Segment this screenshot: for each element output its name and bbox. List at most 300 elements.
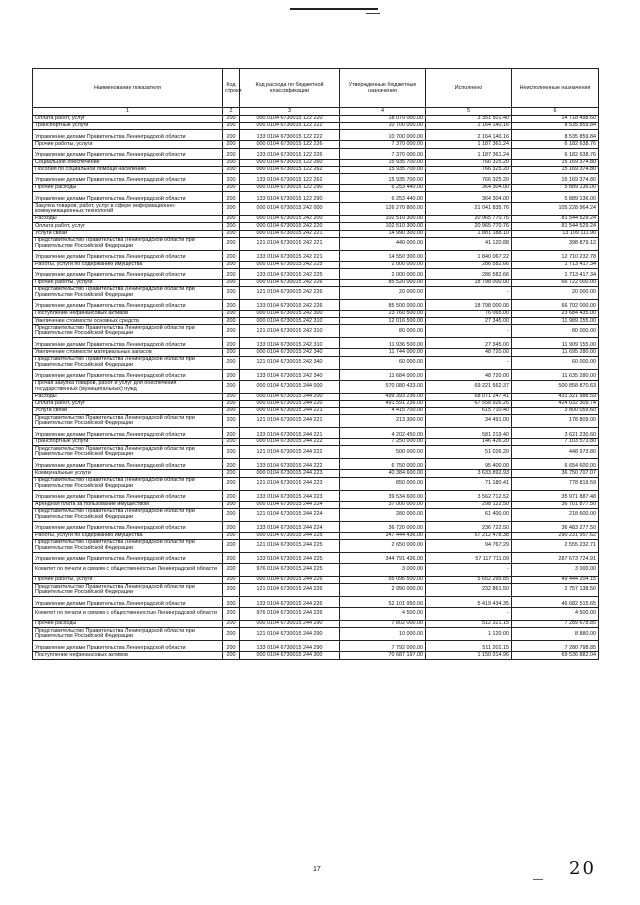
row-name: Прочие работы, услуги: [33, 279, 223, 286]
table-row: [33, 408, 599, 415]
row-done: 1 150 314.96: [426, 652, 512, 659]
row-name: Арендная плата за пользование имуществом: [33, 501, 223, 508]
row-budget-code: 000 0104 6730015 122 220: [240, 116, 340, 123]
row-left: 105 228 964.24: [512, 203, 599, 216]
row-budget-code: 133 0104 6730015 244 224: [240, 521, 340, 532]
row-name: Управление делами Правительства Ленинградской области: [33, 338, 223, 349]
row-done: -: [426, 356, 512, 369]
sheet-number: 20: [569, 858, 596, 879]
row-name: Прочие расходы: [33, 184, 223, 191]
row-done: 615 710.40: [426, 408, 512, 415]
row-name: Управление делами Правительства Ленинградской области: [33, 459, 223, 470]
row-left: 81 544 529.24: [512, 223, 599, 230]
table-row: [33, 261, 599, 268]
row-done: 3 633 892.93: [426, 470, 512, 477]
table-header-row: [33, 69, 599, 108]
row-approved: 213 300.00: [340, 415, 426, 428]
table-row: [33, 325, 599, 338]
table-row: [33, 415, 599, 428]
row-budget-code: 121 0104 6730015 244 223: [240, 477, 340, 490]
row-name: Транспортные услуги: [33, 123, 223, 130]
row-approved: 10 000.00: [340, 628, 426, 641]
row-line-code: 200: [223, 223, 240, 230]
row-approved: 280 000.00: [340, 508, 426, 521]
table-row: [33, 203, 599, 216]
row-name: Расходы: [33, 216, 223, 223]
row-done: 41 120.88: [426, 237, 512, 250]
row-left: 12 710 232.78: [512, 250, 599, 261]
row-name: Оплата работ, услуг: [33, 400, 223, 407]
colnum: 2: [223, 108, 240, 116]
header-line-code: Код строки: [223, 69, 240, 108]
row-budget-code: 000 0104 6730015 242 000: [240, 203, 340, 216]
row-budget-code: 000 0104 6730015 244 224: [240, 501, 340, 508]
table-row: [33, 173, 599, 184]
row-done: 1 881 188.10: [426, 230, 512, 237]
row-name: Поступление нефинансовых активов: [33, 652, 223, 659]
row-done: 1 840 067.22: [426, 250, 512, 261]
row-name: Работы, услуги по содержанию имущества: [33, 532, 223, 539]
row-budget-code: 000 0104 6730015 242 220: [240, 223, 340, 230]
row-budget-code: 000 0104 6730015 242 200: [240, 216, 340, 223]
row-line-code: 200: [223, 380, 240, 393]
row-budget-code: 000 0104 6730015 244 222: [240, 439, 340, 446]
row-done: 2 164 140.16: [426, 130, 512, 141]
row-name: Представительство Правительства Ленинградской области при Правительстве Российской Федерации: [33, 237, 223, 250]
row-line-code: 200: [223, 532, 240, 539]
table-row: [33, 628, 599, 641]
row-left: 218 600.00: [512, 508, 599, 521]
row-line-code: 200: [223, 621, 240, 628]
row-line-code: 200: [223, 141, 240, 148]
row-name: Представительство Правительства Ленинградской области при Правительстве Российской Федерации: [33, 325, 223, 338]
row-done: -: [426, 287, 512, 300]
row-done: 94 767.29: [426, 539, 512, 552]
header-budget-code: Код расхода по бюджетной классификации: [240, 69, 340, 108]
colnum: 4: [340, 108, 426, 116]
row-name: Поступление нефинансовых активов: [33, 311, 223, 318]
row-budget-code: 133 0104 6730015 242 221: [240, 250, 340, 261]
row-name: Услуги связи: [33, 408, 223, 415]
row-line-code: 200: [223, 641, 240, 652]
row-done: 20 965 770.76: [426, 223, 512, 230]
row-line-code: 200: [223, 369, 240, 380]
table-row: [33, 184, 599, 191]
row-name: Коммунальные услуги: [33, 470, 223, 477]
row-done: 48 720.00: [426, 349, 512, 356]
row-approved: 570 080 433.00: [340, 380, 426, 393]
row-done: 364 304.00: [426, 192, 512, 203]
row-line-code: 200: [223, 439, 240, 446]
row-line-code: 200: [223, 652, 240, 659]
row-left: 13 109 111.90: [512, 230, 599, 237]
row-left: 15 169 374.80: [512, 166, 599, 173]
row-name: Управление делами Правительства Ленинградской области: [33, 250, 223, 261]
row-done: 95 400.00: [426, 459, 512, 470]
row-approved: 7 250 000.00: [340, 439, 426, 446]
top-rule-tick: [366, 13, 380, 14]
row-left: 7 103 573.80: [512, 439, 599, 446]
row-done: 69 221 562.37: [426, 380, 512, 393]
row-name: Оплата работ, услуг: [33, 223, 223, 230]
row-left: 11 695 280.00: [512, 349, 599, 356]
row-approved: 344 791 436.00: [340, 552, 426, 563]
row-name: Управление делами Правительства Ленинградской области: [33, 130, 223, 141]
column-number-row: [33, 108, 599, 116]
row-done: 21 041 835.76: [426, 203, 512, 216]
table-row: [33, 459, 599, 470]
table-row: [33, 338, 599, 349]
row-approved: 18 070 000.00: [340, 116, 426, 123]
row-budget-code: 000 0104 6730015 244 300: [240, 652, 340, 659]
row-line-code: 200: [223, 325, 240, 338]
row-left: 11 635 280.00: [512, 369, 599, 380]
row-left: 6 182 638.76: [512, 141, 599, 148]
row-budget-code: 133 0104 6730015 244 226: [240, 597, 340, 608]
row-budget-code: 133 0104 6730015 122 290: [240, 192, 340, 203]
row-name: Управление делами Правительства Ленинградской области: [33, 173, 223, 184]
row-approved: 11 936 500.00: [340, 338, 426, 349]
row-line-code: 200: [223, 400, 240, 407]
row-name: Управление делами Правительства Ленинградской области: [33, 641, 223, 652]
row-line-code: 200: [223, 279, 240, 286]
row-done: 48 720.00: [426, 369, 512, 380]
table-row: [33, 597, 599, 608]
row-approved: 70 687 197.00: [340, 652, 426, 659]
budget-report-table: [32, 68, 599, 660]
table-row: [33, 237, 599, 250]
row-name: Представительство Правительства Ленинградской области при Правительстве Российской Федерации: [33, 628, 223, 641]
row-left: 36 483 277.50: [512, 521, 599, 532]
row-left: 80 000.00: [512, 325, 599, 338]
row-done: 3 562 712.52: [426, 490, 512, 501]
table-row: [33, 130, 599, 141]
row-approved: 23 760 500.00: [340, 311, 426, 318]
row-name: Увеличение стоимости основных средств: [33, 318, 223, 325]
row-approved: 7 792 000.00: [340, 641, 426, 652]
row-budget-code: 133 0104 6730015 244 221: [240, 428, 340, 439]
row-budget-code: 000 0104 6730015 244 223: [240, 470, 340, 477]
row-done: 512 321.15: [426, 621, 512, 628]
row-left: 3 800 059.60: [512, 408, 599, 415]
table-row: [33, 477, 599, 490]
row-budget-code: 000 0104 6730015 244 000: [240, 380, 340, 393]
row-left: 4 500.00: [512, 608, 599, 621]
row-approved: 15 935 700.00: [340, 159, 426, 166]
row-approved: 7 370 000.00: [340, 148, 426, 159]
row-budget-code: 133 0104 6730015 244 225: [240, 552, 340, 563]
row-done: 51 026.20: [426, 446, 512, 459]
row-approved: 20 000.00: [340, 287, 426, 300]
row-left: 448 973.80: [512, 446, 599, 459]
row-approved: 15 935 700.00: [340, 173, 426, 184]
colnum: 1: [33, 108, 223, 116]
table-row: [33, 318, 599, 325]
row-approved: 55 096 500.00: [340, 576, 426, 583]
table-row: [33, 446, 599, 459]
row-name: Управление делами Правительства Ленинградской области: [33, 521, 223, 532]
row-line-code: 200: [223, 311, 240, 318]
footer-dash: —: [533, 874, 543, 885]
colnum: 3: [240, 108, 340, 116]
row-approved: 14 550 300.00: [340, 250, 426, 261]
row-left: 15 169 374.80: [512, 173, 599, 184]
row-left: 6 654 600.00: [512, 459, 599, 470]
row-approved: 4 500.00: [340, 608, 426, 621]
row-budget-code: 000 0104 6730015 244 225: [240, 532, 340, 539]
row-name: Комитет по печати и связям с общественностью Ленинградской области: [33, 608, 223, 621]
row-name: Представительство Правительства Ленинградской области при Правительстве Российской Федерации: [33, 415, 223, 428]
row-name: Представительство Правительства Ленинградской области при Правительстве Российской Федерации: [33, 584, 223, 597]
row-name: Представительство Правительства Ленинградской области при Правительстве Российской Федерации: [33, 539, 223, 552]
row-done: 34 491.00: [426, 415, 512, 428]
row-left: 178 809.00: [512, 415, 599, 428]
colnum: 6: [512, 108, 599, 116]
row-done: 18 798 000.00: [426, 279, 512, 286]
row-approved: 52 101 950.00: [340, 597, 426, 608]
row-line-code: 200: [223, 300, 240, 311]
row-budget-code: 000 0104 6730015 244 220: [240, 400, 340, 407]
row-left: 424 032 309.74: [512, 400, 599, 407]
row-line-code: 200: [223, 268, 240, 279]
row-budget-code: 000 0104 6730015 122 290: [240, 184, 340, 191]
row-name: Прочие расходы: [33, 621, 223, 628]
row-left: 14 718 498.60: [512, 116, 599, 123]
row-approved: 60 000.00: [340, 356, 426, 369]
row-approved: 3 000.00: [340, 563, 426, 576]
row-approved: 6 253 440.00: [340, 192, 426, 203]
row-name: Расходы: [33, 393, 223, 400]
row-line-code: 200: [223, 250, 240, 261]
row-line-code: 200: [223, 173, 240, 184]
table-row: [33, 552, 599, 563]
row-name: Управление делами Правительства Ленинградской области: [33, 552, 223, 563]
row-line-code: 200: [223, 428, 240, 439]
row-approved: 2 650 000.00: [340, 539, 426, 552]
table-row: [33, 521, 599, 532]
row-done: 286 582.66: [426, 261, 512, 268]
row-line-code: 200: [223, 184, 240, 191]
row-done: 1 187 361.24: [426, 148, 512, 159]
row-budget-code: 000 0104 6730015 122 222: [240, 123, 340, 130]
row-budget-code: 121 0104 6730015 242 226: [240, 287, 340, 300]
row-budget-code: 976 0104 6730015 244 226: [240, 608, 340, 621]
table-row: [33, 141, 599, 148]
row-left: 3 000.00: [512, 563, 599, 576]
row-left: 60 000.00: [512, 356, 599, 369]
row-budget-code: 000 0104 6730015 244 290: [240, 621, 340, 628]
row-done: -: [426, 608, 512, 621]
colnum: 5: [426, 108, 512, 116]
row-approved: 440 000.00: [340, 237, 426, 250]
row-done: 766 325.20: [426, 173, 512, 184]
row-budget-code: 976 0104 6730015 244 225: [240, 563, 340, 576]
row-line-code: 200: [223, 123, 240, 130]
row-line-code: 200: [223, 501, 240, 508]
row-left: 66 702 000.00: [512, 300, 599, 311]
row-line-code: 200: [223, 415, 240, 428]
header-approved: Утвержденные бюджетные назначения: [340, 69, 426, 108]
row-line-code: 200: [223, 408, 240, 415]
row-left: 8 880.00: [512, 628, 599, 641]
row-approved: 36 720 000.00: [340, 521, 426, 532]
row-name: Представительство Правительства Ленинградской области при Правительстве Российской Федерации: [33, 356, 223, 369]
row-line-code: 200: [223, 576, 240, 583]
header-name: Наименование показателя: [33, 69, 223, 108]
row-budget-code: 133 0104 6730015 122 262: [240, 173, 340, 184]
row-line-code: 200: [223, 349, 240, 356]
row-name: Представительство Правительства Ленинградской области при Правительстве Российской Федерации: [33, 287, 223, 300]
row-approved: 126 270 800.00: [340, 203, 426, 216]
row-left: 398 879.12: [512, 237, 599, 250]
row-name: Управление делами Правительства Ленинградской области: [33, 300, 223, 311]
row-approved: 500 000.00: [340, 446, 426, 459]
row-name: Управление делами Правительства Ленинградской области: [33, 192, 223, 203]
row-name: Комитет по печати и связям с общественностью Ленинградской области: [33, 563, 223, 576]
row-budget-code: 121 0104 6730015 244 222: [240, 446, 340, 459]
row-name: Прочая закупка товаров, работ и услуг для обеспечения государственных (муниципальных) нужд: [33, 380, 223, 393]
row-approved: 10 700 000.00: [340, 123, 426, 130]
row-budget-code: 000 0104 6730015 244 226: [240, 576, 340, 583]
row-approved: 80 000.00: [340, 325, 426, 338]
table-row: [33, 652, 599, 659]
row-line-code: 200: [223, 563, 240, 576]
row-done: 298 122.50: [426, 501, 512, 508]
row-line-code: 200: [223, 470, 240, 477]
row-left: 287 673 724.91: [512, 552, 599, 563]
top-rule: [290, 8, 378, 10]
row-approved: 10 700 000.00: [340, 130, 426, 141]
row-left: 81 544 529.24: [512, 216, 599, 223]
row-name: Управление делами Правительства Ленинградской области: [33, 428, 223, 439]
row-done: 364 304.00: [426, 184, 512, 191]
row-done: 68 071 247.41: [426, 393, 512, 400]
table-row: [33, 166, 599, 173]
row-line-code: 200: [223, 230, 240, 237]
row-line-code: 200: [223, 459, 240, 470]
row-budget-code: 000 0104 6730015 122 262: [240, 166, 340, 173]
row-budget-code: 121 0104 6730015 244 225: [240, 539, 340, 552]
row-done: 581 219.40: [426, 428, 512, 439]
row-left: 11 989 155.00: [512, 318, 599, 325]
row-line-code: 200: [223, 261, 240, 268]
row-left: 36 750 707.07: [512, 470, 599, 477]
row-approved: 85 520 000.00: [340, 279, 426, 286]
row-left: 1 713 417.34: [512, 261, 599, 268]
row-done: 5 652 295.85: [426, 576, 512, 583]
row-approved: 491 591 236.00: [340, 400, 426, 407]
row-left: 2 555 232.71: [512, 539, 599, 552]
row-line-code: 200: [223, 237, 240, 250]
row-approved: 347 444 436.00: [340, 532, 426, 539]
table-row: [33, 439, 599, 446]
row-left: 431 321 988.59: [512, 393, 599, 400]
row-line-code: 200: [223, 130, 240, 141]
row-budget-code: 000 0104 6730015 242 225: [240, 261, 340, 268]
row-left: 69 536 882.04: [512, 652, 599, 659]
table-row: [33, 539, 599, 552]
page-number: 17: [313, 866, 321, 873]
row-line-code: 200: [223, 159, 240, 166]
row-done: 1 187 361.24: [426, 141, 512, 148]
row-budget-code: 000 0104 6730015 242 221: [240, 230, 340, 237]
table-row: [33, 369, 599, 380]
row-approved: 14 990 300.00: [340, 230, 426, 237]
row-budget-code: 121 0104 6730015 244 221: [240, 415, 340, 428]
row-line-code: 200: [223, 477, 240, 490]
row-budget-code: 133 0104 6730015 242 226: [240, 300, 340, 311]
row-name: Пособия по социальной помощи населению: [33, 166, 223, 173]
row-line-code: 200: [223, 318, 240, 325]
row-left: 8 535 859.84: [512, 123, 599, 130]
row-line-code: 200: [223, 203, 240, 216]
report-body: [33, 116, 599, 660]
header-done: Исполнено: [426, 69, 512, 108]
row-approved: 7 802 000.00: [340, 621, 426, 628]
row-left: 66 722 000.00: [512, 279, 599, 286]
row-line-code: 200: [223, 166, 240, 173]
row-name: Управление делами Правительства Ленинградской области: [33, 597, 223, 608]
row-budget-code: 000 0104 6730015 244 221: [240, 408, 340, 415]
row-name: Управление делами Правительства Ленинградской области: [33, 369, 223, 380]
row-approved: 102 510 300.00: [340, 216, 426, 223]
table-row: [33, 223, 599, 230]
row-done: 1 120.00: [426, 628, 512, 641]
row-approved: 7 370 000.00: [340, 141, 426, 148]
row-approved: 2 990 000.00: [340, 584, 426, 597]
row-budget-code: 000 0104 6730015 242 226: [240, 279, 340, 286]
row-name: Оплата работ, услуг: [33, 116, 223, 123]
row-approved: 2 000 000.00: [340, 268, 426, 279]
table-row: [33, 490, 599, 501]
row-budget-code: 121 0104 6730015 242 340: [240, 356, 340, 369]
table-row: [33, 356, 599, 369]
row-name: Увеличение стоимости материальных запасов: [33, 349, 223, 356]
table-row: [33, 268, 599, 279]
row-line-code: 200: [223, 521, 240, 532]
row-done: -: [426, 563, 512, 576]
row-name: Транспортные услуги: [33, 439, 223, 446]
row-approved: 85 500 000.00: [340, 300, 426, 311]
table-row: [33, 380, 599, 393]
row-name: Представительство Правительства Ленинградской области при Правительстве Российской Федерации: [33, 508, 223, 521]
row-budget-code: 000 0104 6730015 122 260: [240, 159, 340, 166]
row-approved: 2 000 000.00: [340, 261, 426, 268]
row-done: 766 325.20: [426, 159, 512, 166]
row-approved: 11 684 000.00: [340, 369, 426, 380]
row-left: 3 621 230.60: [512, 428, 599, 439]
row-budget-code: 121 0104 6730015 242 221: [240, 237, 340, 250]
table-row: [33, 621, 599, 628]
row-left: 500 858 870.63: [512, 380, 599, 393]
row-budget-code: 121 0104 6730015 244 224: [240, 508, 340, 521]
row-name: Управление делами Правительства Ленинградской области: [33, 268, 223, 279]
table-row: [33, 250, 599, 261]
row-left: 15 169 374.80: [512, 159, 599, 166]
row-approved: 15 935 700.00: [340, 166, 426, 173]
row-line-code: 200: [223, 356, 240, 369]
row-line-code: 200: [223, 393, 240, 400]
table-row: [33, 563, 599, 576]
row-done: 27 345.00: [426, 318, 512, 325]
row-done: 71 180.41: [426, 477, 512, 490]
row-name: Социальное обеспечение: [33, 159, 223, 166]
row-line-code: 200: [223, 148, 240, 159]
row-name: Управление делами Правительства Ленинградской области: [33, 490, 223, 501]
row-budget-code: 000 0104 6730015 242 310: [240, 318, 340, 325]
row-left: 290 231 957.62: [512, 532, 599, 539]
row-done: 2 164 140.16: [426, 123, 512, 130]
